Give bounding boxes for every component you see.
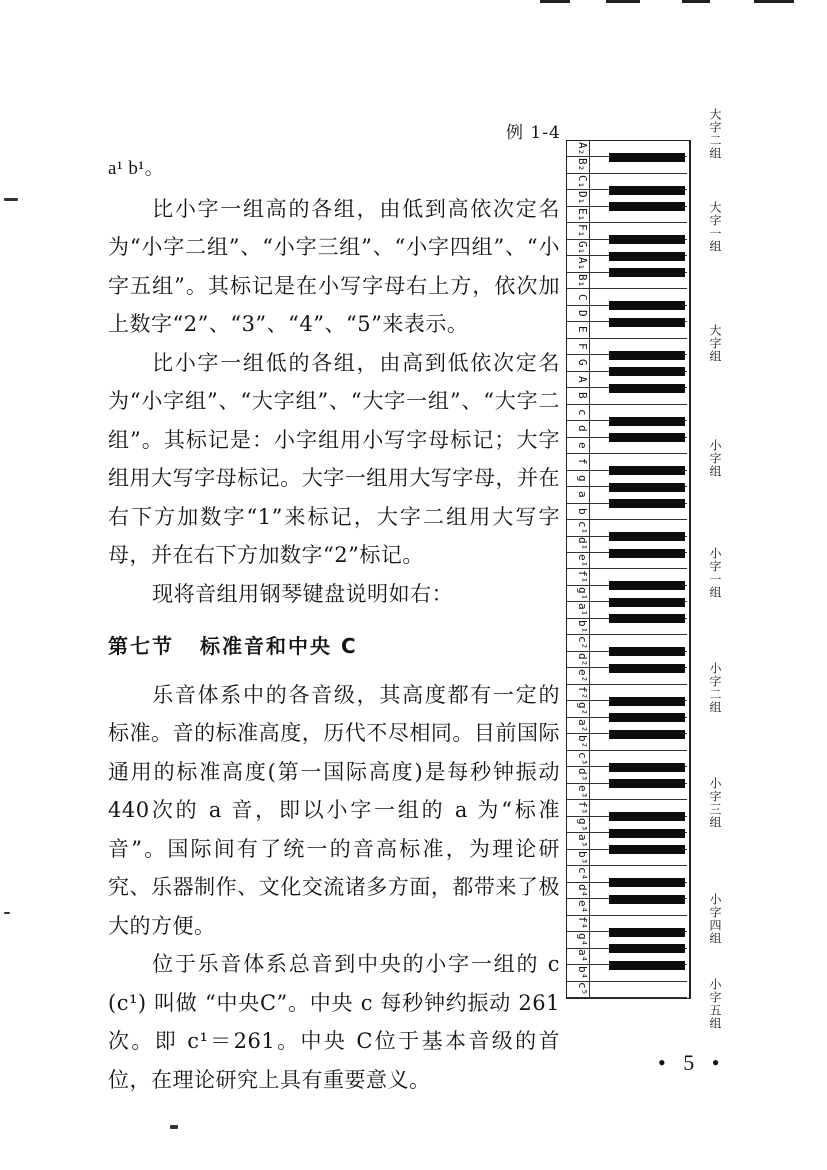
black-key: [609, 664, 685, 673]
white-key-label: f²: [576, 685, 589, 699]
black-key: [609, 730, 685, 739]
group-label: 大字组: [708, 323, 722, 363]
white-key-label: g²: [576, 702, 589, 716]
white-key-label: D: [576, 309, 589, 317]
black-key: [609, 466, 685, 475]
white-key-label: d¹: [576, 537, 589, 551]
scan-speck: [4, 198, 18, 201]
white-key-label: g³: [576, 817, 589, 831]
white-key-label: G: [576, 359, 589, 367]
white-key-label: f⁴: [576, 916, 589, 930]
black-key: [609, 367, 685, 376]
white-key-label: g¹: [576, 586, 589, 601]
white-key-label: B₂: [576, 158, 589, 172]
group-label: 大字一组: [708, 200, 722, 253]
group-label: 小字二组: [708, 662, 722, 715]
group-label: 小字一组: [708, 546, 722, 599]
white-key-label: c⁵: [576, 982, 589, 996]
black-key: [609, 351, 685, 360]
white-key-label: a⁴: [576, 949, 589, 963]
white-key-label: b³: [576, 850, 589, 864]
white-key-label: f¹: [576, 570, 589, 584]
black-key: [609, 532, 685, 541]
black-key: [609, 779, 685, 788]
paragraph-2: 比小字一组低的各组，由高到低依次定名为“小字组”、“大字组”、“大字一组”、“大字二组”。其标记是：小字组用小写字母标记；大字组用大写字母标记。大字一组用大写字母，并在右下方加数字“1”来标记，大字二组用大写字母，并在右下方加数字“2”标记。: [108, 350, 560, 567]
white-key-label: E: [576, 326, 589, 334]
white-key-label: E₁: [576, 207, 589, 222]
black-key: [609, 598, 685, 607]
piano-keyboard-figure: [566, 140, 691, 999]
white-key-label: f³: [576, 801, 589, 815]
paragraph-0: a¹ b¹。: [108, 158, 165, 179]
white-key-label: F: [576, 342, 589, 350]
black-key: [609, 483, 685, 492]
section-heading: [108, 627, 560, 666]
black-key: [609, 549, 685, 558]
black-key: [609, 186, 685, 195]
white-key-label: B₁: [576, 273, 589, 287]
black-key: [609, 202, 685, 211]
black-key: [609, 499, 685, 508]
white-key-label: c³: [576, 751, 589, 765]
black-key: [609, 928, 685, 937]
white-key-label: e⁴: [576, 899, 589, 914]
group-label: 大字二组: [708, 108, 722, 160]
black-key: [609, 944, 685, 953]
black-key: [609, 268, 685, 277]
white-key-label: a²: [576, 718, 589, 732]
paragraph-3: 现将音组用钢琴键盘说明如右：: [152, 581, 454, 606]
black-key: [609, 433, 685, 442]
paragraph-1: 比小字一组高的各组，由低到高依次定名为“小字二组”、“小字三组”、“小字四组”、“小字五组”。其标记是在小写字母右上方，依次加上数字“2”、“3”、“4”、“5”来表示。: [108, 196, 560, 336]
black-key: [609, 713, 685, 722]
white-key-label: d³: [576, 768, 589, 782]
white-key-label: D₁: [576, 191, 589, 205]
white-key-label: B: [576, 392, 589, 400]
white-key-label: C₁: [576, 174, 589, 189]
black-key: [609, 812, 685, 821]
body-text: [108, 150, 560, 1099]
white-key-label: e¹: [576, 553, 589, 568]
white-key-label: c: [576, 408, 589, 416]
black-key: [609, 647, 685, 656]
page-number: • 5 •: [658, 1050, 726, 1075]
example-label: 例 1-4: [506, 123, 561, 143]
black-key: [609, 845, 685, 854]
black-key: [609, 301, 685, 310]
black-key: [609, 153, 685, 162]
white-key-label: g⁴: [576, 932, 589, 947]
white-key-label: g: [576, 474, 589, 482]
black-key: [609, 829, 685, 838]
white-key-label: C: [576, 293, 589, 301]
white-key-label: f: [576, 458, 589, 465]
white-key-label: d²: [576, 652, 589, 667]
black-key: [609, 763, 685, 772]
scan-speck: [4, 912, 10, 914]
scan-speck: [170, 1125, 178, 1129]
white-key-label: d: [576, 425, 589, 432]
white-key-label: F₁: [576, 224, 589, 238]
white-key-label: A: [576, 375, 589, 383]
black-key: [609, 961, 685, 970]
top-rule-marks: [540, 0, 810, 8]
white-key: [567, 982, 687, 998]
group-label: 小字组: [708, 438, 722, 478]
black-key: [609, 318, 685, 327]
white-key-label: e: [576, 441, 589, 449]
black-key: [609, 697, 685, 706]
section-title: 标准音和中央 C: [200, 634, 358, 658]
white-key-label: b⁴: [576, 965, 589, 980]
white-key-label: c²: [576, 636, 589, 650]
white-key-label: a¹: [576, 603, 589, 617]
white-key-label: a: [576, 491, 589, 498]
white-key-label: c¹: [576, 520, 589, 535]
white-key-label: d⁴: [576, 883, 589, 897]
white-key-label: e²: [576, 669, 589, 683]
white-key-label: b: [576, 507, 589, 515]
black-key: [609, 581, 685, 590]
group-label: 小字四组: [708, 892, 722, 945]
black-key: [609, 895, 685, 904]
white-key-label: A₁: [576, 257, 589, 271]
white-key-label: a³: [576, 834, 589, 848]
paragraph-4: 乐音体系中的各音级，其高度都有一定的标准。音的标准高度，历代不尽相同。目前国际通用的标准高度(第一国际高度)是每秒钟振动440次的 a 音，即以小字一组的 a 为“标准音”。国际间有了统一的音高标准，为理论研究、乐器制作、文化交流诸多方面，都带来了极大的方便。: [108, 682, 560, 938]
white-key-label: c⁴: [576, 867, 589, 881]
paragraph-5: 位于乐音体系总音到中央的小字一组的 c (c¹) 叫做 “中央C”。中央 c 每秒钟约振动 261 次。即 c¹＝261。中央 C位于基本音级的首位，在理论研究上具有重要意义。: [108, 952, 560, 1092]
black-key: [609, 252, 685, 261]
white-key-label: G₁: [576, 240, 589, 254]
group-label: 小字五组: [708, 978, 722, 1030]
black-key: [609, 878, 685, 887]
black-key: [609, 235, 685, 244]
white-key-label: e³: [576, 784, 589, 798]
black-key: [609, 384, 685, 393]
white-key-label: b²: [576, 735, 589, 749]
black-key: [609, 417, 685, 426]
black-key: [609, 614, 685, 623]
section-number: 第七节: [108, 634, 174, 658]
white-key-label: A₂: [576, 141, 589, 156]
group-label: 小字三组: [708, 777, 722, 830]
white-key-label: b¹: [576, 619, 589, 634]
